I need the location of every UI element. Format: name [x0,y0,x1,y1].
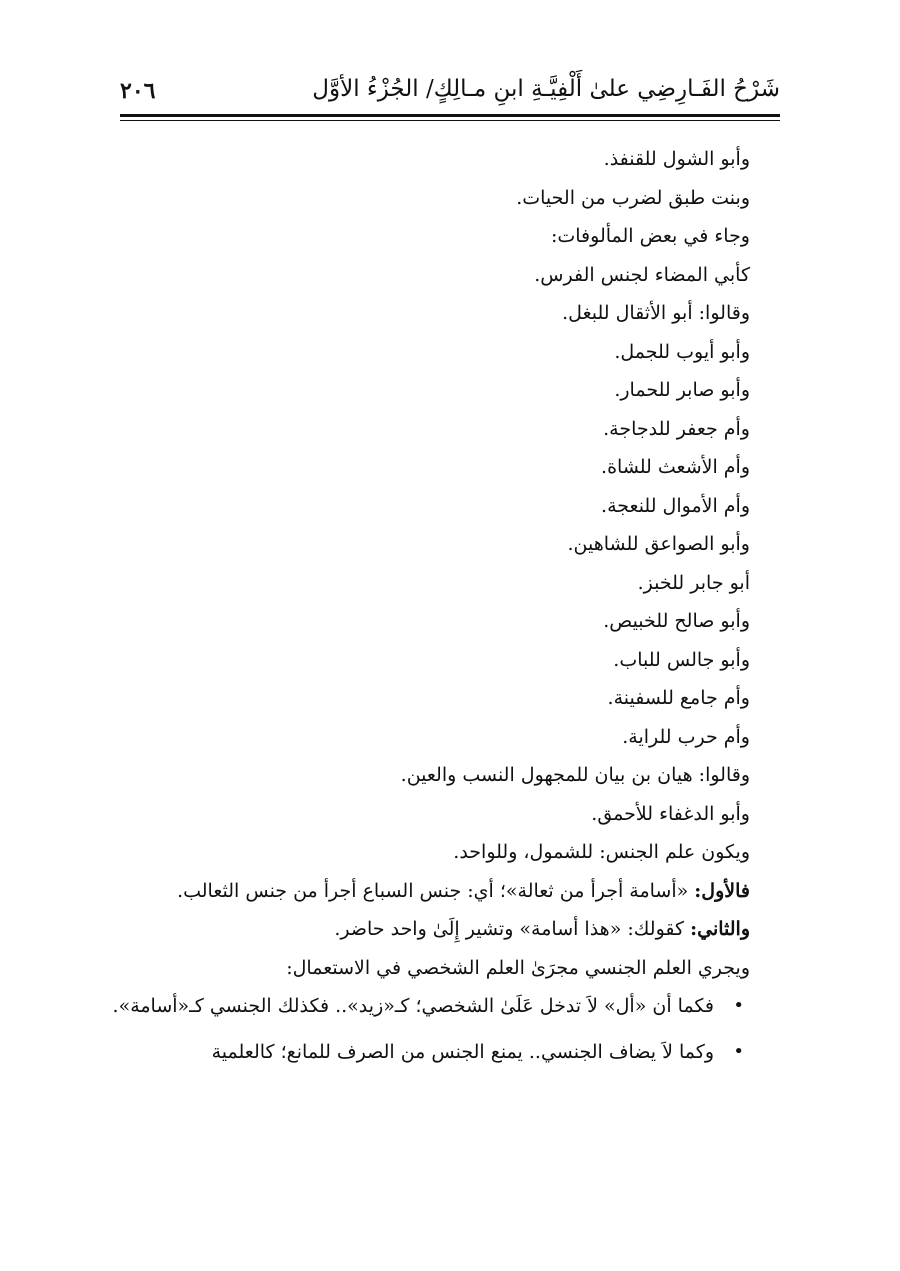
bullet-icon: • [733,1041,744,1062]
text-line: وقالوا: هيان بن بيان للمجهول النسب والعين. [400,764,750,786]
text-line: وأم جامع للسفينة. [607,687,750,709]
text-line: وأبو الصواعق للشاهين. [567,533,750,555]
usage-intro: ويجري العلم الجنسي مجرَىٰ العلم الشخصي في الاستعمال: [286,956,750,979]
text-line: وأبو جالس للباب. [613,648,750,671]
header-title: شَرْحُ الفَـارِضِي علىٰ أَلْفِيَّـةِ ابنِ مـالِكٍ/ الجُزْءُ الأوَّل [312,76,780,102]
text-line: كأبي المضاء لجنس الفرس. [534,263,750,286]
text-line: وأبو صابر للحمار. [614,379,750,401]
body-text [112,140,750,1071]
text-line: أبو جابر للخبز. [637,571,750,594]
text-line: وأبو الدغفاء للأحمق. [591,802,750,825]
first-case-line [120,872,750,911]
second-case-text: كقولك: «هذا أسامة» وتشير إِلَىٰ واحد حاضر. [334,918,691,940]
text-line: وأم حرب للراية. [622,725,750,748]
text-line: وقالوا: أبو الأثقال للبغل. [562,302,750,324]
header-rule-thick [120,114,780,117]
bullet-list [90,987,750,1071]
bullet-icon: • [733,995,744,1016]
text-line: وأبو صالح للخبيص. [603,610,750,632]
first-case-label: فالأول: [694,879,750,902]
second-case-line [120,910,750,949]
running-header [120,72,780,112]
text-line: وأم الأموال للنعجة. [601,494,750,517]
bullet-item [90,1033,750,1071]
first-case-text: «أسامة أجرأ من ثعالة»؛ أي: جنس السباع أجرأ من جنس الثعالب. [177,879,695,902]
text-line: وجاء في بعض المألوفات: [550,225,750,247]
header-rule-thin [120,120,780,121]
bullet-text: وكما لاَ يضاف الجنسي.. يمنع الجنس من الصرف للمانع؛ كالعلمية [211,1041,714,1063]
text-line: ويكون علم الجنس: للشمول، وللواحد. [453,841,750,863]
text-line: وأم جعفر للدجاجة. [603,417,750,440]
second-case-label: والثاني: [690,918,750,940]
text-line: وبنت طبق لضرب من الحيات. [516,186,750,209]
page-number: ٢٠٦ [120,78,156,104]
text-line: وأبو الشول للقنفذ. [603,148,750,170]
bullet-item [90,987,750,1025]
bullet-text: فكما أن «أل» لاَ تدخل عَلَىٰ الشخصي؛ كـ«زيد».. فكذلك الجنسي كـ«أسامة». [112,995,714,1017]
text-line: وأم الأشعث للشاة. [601,456,750,478]
text-line: وأبو أيوب للجمل. [614,340,750,363]
